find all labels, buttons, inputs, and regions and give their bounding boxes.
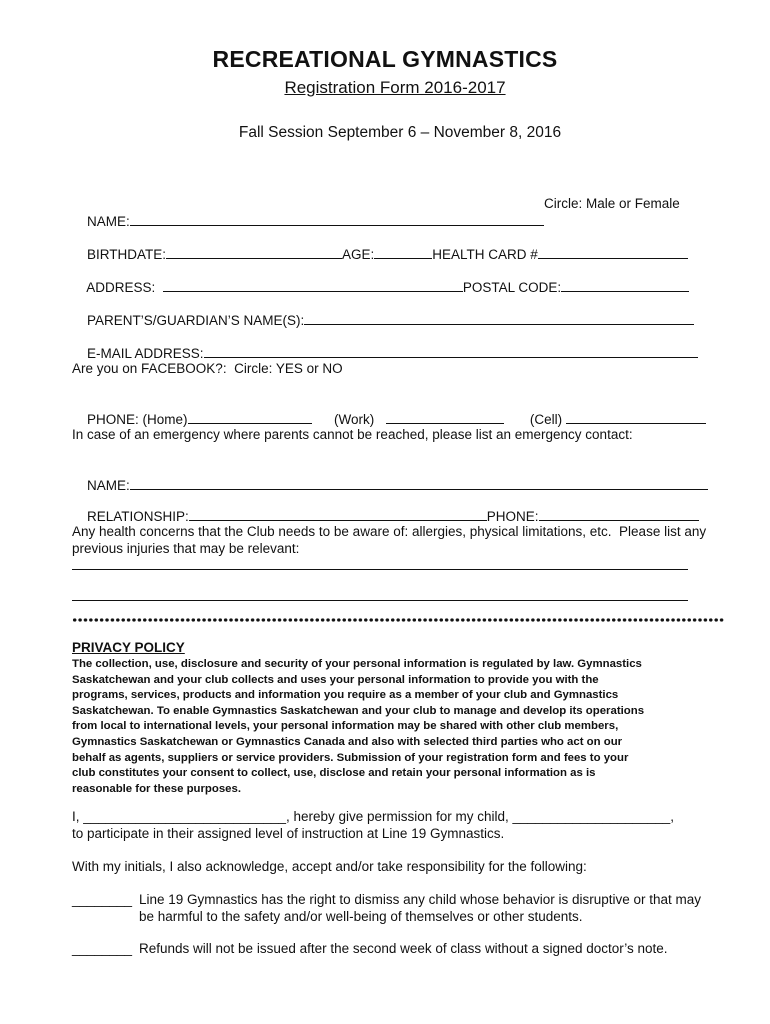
refund-initials-field[interactable]: ________ xyxy=(72,941,133,956)
birthdate-label: BIRTHDATE: xyxy=(87,247,167,262)
phone-work-field[interactable] xyxy=(386,410,504,424)
health-prompt-line2: previous injuries that may be relevant: xyxy=(72,541,300,556)
emergency-prompt: In case of an emergency where parents cannot be reached, please list an emergency contact: xyxy=(72,427,633,442)
emergency-name-label: NAME: xyxy=(87,478,130,493)
form-title: RECREATIONAL GYMNASTICS xyxy=(212,46,558,72)
gender-label: Circle: Male or Female xyxy=(544,196,680,211)
phone-home-field[interactable] xyxy=(188,410,312,424)
health-concerns-line-1[interactable] xyxy=(72,569,688,570)
phone-home-label: PHONE: (Home) xyxy=(87,412,188,427)
dismissal-text-line2: be harmful to the safety and/or well-being of themselves or other students. xyxy=(139,909,583,924)
guardian-label: PARENT’S/GUARDIAN’S NAME(S): xyxy=(87,313,305,328)
phone-cell-field[interactable] xyxy=(566,410,706,424)
guardian-field[interactable] xyxy=(304,311,694,325)
relationship-field[interactable] xyxy=(189,507,487,521)
permission-line-2: to participate in their assigned level of instruction at Line 19 Gymnastics. xyxy=(72,826,505,841)
postal-code-field[interactable] xyxy=(561,278,689,292)
dismissal-initial-item xyxy=(72,891,752,925)
emergency-phone-label: PHONE: xyxy=(486,509,539,524)
emergency-name-field[interactable] xyxy=(130,476,708,490)
dismissal-text xyxy=(139,891,739,925)
facebook-question: Are you on FACEBOOK?: Circle: YES or NO xyxy=(72,361,343,376)
acknowledge-statement: With my initials, I also acknowledge, accept and/or take responsibility for the following: xyxy=(72,859,587,874)
health-card-field[interactable] xyxy=(538,245,688,259)
privacy-line: from local to international levels, your personal information may be shared with other club members, xyxy=(72,720,619,733)
name-label: NAME: xyxy=(87,214,130,229)
relationship-label: RELATIONSHIP: xyxy=(87,509,189,524)
email-label: E-MAIL ADDRESS: xyxy=(87,346,204,361)
name-field[interactable] xyxy=(130,212,544,226)
refund-initial-item xyxy=(72,940,752,957)
refund-text: Refunds will not be issued after the second week of class without a signed doctor’s note. xyxy=(139,941,668,956)
privacy-line: behalf as agents, suppliers or service providers. Submission of your registration form and fees to your xyxy=(72,751,629,764)
health-card-label: HEALTH CARD # xyxy=(432,247,538,262)
phone-cell-label: (Cell) xyxy=(529,412,563,427)
email-field[interactable] xyxy=(204,344,698,358)
section-divider xyxy=(72,618,724,622)
age-field[interactable] xyxy=(374,245,432,259)
session-dates: Fall Session September 6 – November 8, 2016 xyxy=(238,124,562,141)
address-field[interactable] xyxy=(163,278,463,292)
health-concerns-line-2[interactable] xyxy=(72,600,688,601)
privacy-line: club constitutes your consent to collect, use, disclose and retain your personal information as is xyxy=(72,767,596,780)
address-label: ADDRESS: xyxy=(86,280,156,295)
privacy-line: reasonable for these purposes. xyxy=(72,782,242,795)
permission-line-1[interactable]: I, ___________________________, hereby give permission for my child, _____________________, xyxy=(72,809,674,824)
privacy-policy-text xyxy=(72,657,740,797)
form-subtitle: Registration Form 2016-2017 xyxy=(284,78,506,97)
health-prompt-line1: Any health concerns that the Club needs to be aware of: allergies, physical limitations, etc. Please list any xyxy=(72,524,707,539)
privacy-line: programs, services, products and information you require as a member of your club and Gymnastics xyxy=(72,689,619,702)
age-label: AGE: xyxy=(342,247,375,262)
birthdate-field[interactable] xyxy=(166,245,342,259)
postal-code-label: POSTAL CODE: xyxy=(462,280,562,295)
phone-work-label: (Work) xyxy=(334,412,375,427)
privacy-line: Gymnastics Saskatchewan or Gymnastics Canada and also with selected third parties who act on our xyxy=(72,735,623,748)
dismissal-text-line1: Line 19 Gymnastics has the right to dismiss any child whose behavior is disruptive or that may xyxy=(139,892,702,907)
dismissal-initials-field[interactable]: ________ xyxy=(72,892,133,907)
privacy-line: Saskatchewan and your club collects and uses your personal information to provide you with the xyxy=(72,673,599,686)
privacy-line: Saskatchewan. To enable Gymnastics Saskatchewan and your club to manage and develop its operations xyxy=(72,704,645,717)
emergency-phone-field[interactable] xyxy=(539,507,699,521)
privacy-policy-heading: PRIVACY POLICY xyxy=(72,640,185,655)
privacy-line: The collection, use, disclosure and security of your personal information is regulated by law. Gymnastics xyxy=(72,658,642,670)
